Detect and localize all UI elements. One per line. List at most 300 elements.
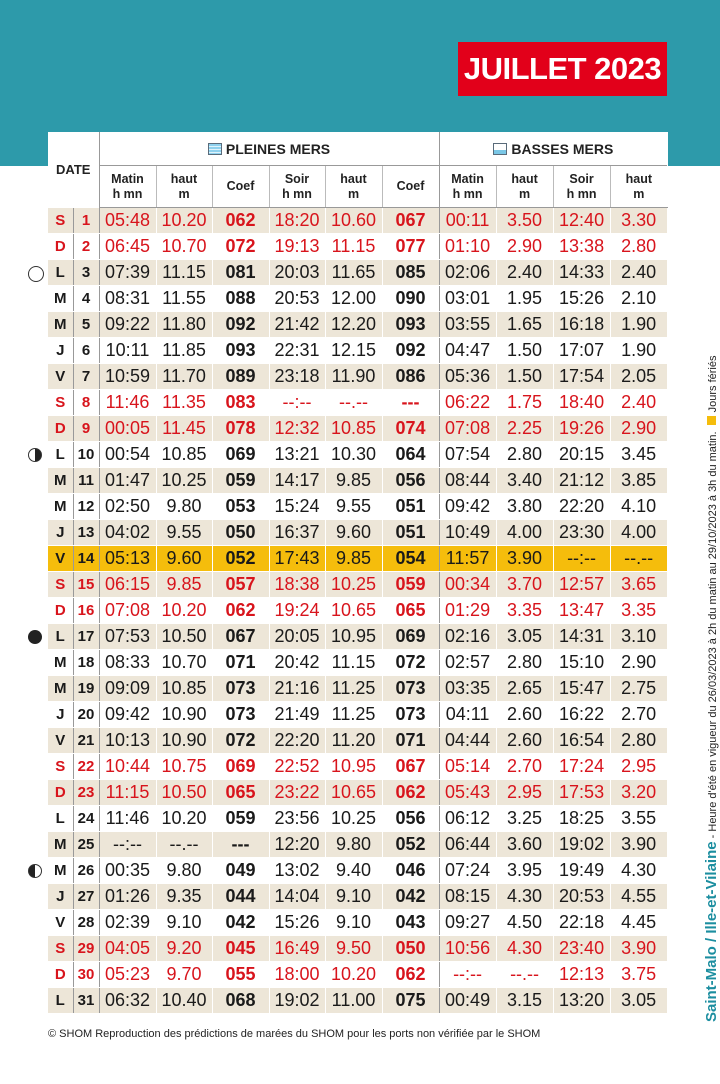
low-tide-morning-time: --:--	[439, 962, 496, 988]
day-row	[48, 442, 667, 468]
day-number: 15	[73, 572, 99, 598]
high-tide-morning-time: 05:48	[99, 208, 156, 234]
col-haut: haut m	[325, 166, 382, 208]
weekday: V	[48, 546, 73, 572]
high-tide-morning-coef: 081	[212, 260, 269, 286]
high-tide-evening-coef: 050	[382, 936, 439, 962]
high-tide-morning-height: 10.85	[156, 442, 212, 468]
low-tide-morning-height: 2.40	[496, 260, 553, 286]
weekday: S	[48, 936, 73, 962]
low-tide-morning-height: 2.60	[496, 702, 553, 728]
weekday: S	[48, 754, 73, 780]
low-tide-morning-time: 02:57	[439, 650, 496, 676]
weekday: J	[48, 520, 73, 546]
high-tide-evening-coef: 062	[382, 780, 439, 806]
low-tide-evening-height: 2.40	[610, 260, 667, 286]
low-tide-evening-height: 1.90	[610, 312, 667, 338]
high-tide-morning-coef: 093	[212, 338, 269, 364]
high-tide-evening-coef: 042	[382, 884, 439, 910]
day-row	[48, 338, 667, 364]
weekday: M	[48, 858, 73, 884]
day-number: 18	[73, 650, 99, 676]
high-tide-evening-height: 9.10	[325, 884, 382, 910]
high-tide-evening-time: 19:13	[269, 234, 325, 260]
high-tide-evening-time: --:--	[269, 390, 325, 416]
high-tide-evening-height: 12.20	[325, 312, 382, 338]
high-tide-morning-height: 9.60	[156, 546, 212, 572]
day-row	[48, 936, 667, 962]
high-tide-evening-coef: 086	[382, 364, 439, 390]
day-row	[48, 364, 667, 390]
low-tide-morning-time: 05:14	[439, 754, 496, 780]
high-tide-evening-coef: 067	[382, 208, 439, 234]
high-tide-morning-coef: 044	[212, 884, 269, 910]
low-tide-evening-time: 17:24	[553, 754, 610, 780]
high-tide-morning-height: 10.40	[156, 988, 212, 1014]
high-tide-morning-coef: ---	[212, 832, 269, 858]
holiday-legend-label: Jours fériés	[707, 355, 719, 413]
high-tide-morning-height: 9.10	[156, 910, 212, 936]
day-row	[48, 208, 667, 234]
low-tide-morning-height: 1.50	[496, 338, 553, 364]
low-tide-morning-height: 2.80	[496, 442, 553, 468]
high-tide-morning-height: 11.85	[156, 338, 212, 364]
low-tide-evening-time: 17:53	[553, 780, 610, 806]
high-tide-morning-coef: 052	[212, 546, 269, 572]
low-tide-evening-time: 18:40	[553, 390, 610, 416]
low-tide-morning-height: 2.80	[496, 650, 553, 676]
day-row	[48, 572, 667, 598]
high-tide-evening-time: 18:00	[269, 962, 325, 988]
low-tide-morning-time: 00:34	[439, 572, 496, 598]
high-tide-morning-coef: 065	[212, 780, 269, 806]
day-number: 5	[73, 312, 99, 338]
day-row	[48, 260, 667, 286]
high-tide-evening-height: 10.25	[325, 806, 382, 832]
high-tide-evening-height: 10.60	[325, 208, 382, 234]
low-tide-evening-height: --.--	[610, 546, 667, 572]
high-tide-morning-time: 05:13	[99, 546, 156, 572]
low-tide-morning-time: 09:27	[439, 910, 496, 936]
high-tide-morning-coef: 050	[212, 520, 269, 546]
day-row	[48, 494, 667, 520]
day-number: 14	[73, 546, 99, 572]
full-moon-icon	[28, 266, 44, 282]
col-soir: Soir h mn	[269, 166, 325, 208]
low-tide-evening-time: 18:25	[553, 806, 610, 832]
day-row	[48, 416, 667, 442]
high-tide-morning-time: 04:02	[99, 520, 156, 546]
day-row	[48, 650, 667, 676]
high-tide-morning-coef: 062	[212, 208, 269, 234]
high-tide-evening-coef: 051	[382, 494, 439, 520]
tide-table	[48, 132, 668, 1014]
high-tide-evening-coef: 043	[382, 910, 439, 936]
day-number: 21	[73, 728, 99, 754]
col-coef: Coef	[212, 166, 269, 208]
day-number: 25	[73, 832, 99, 858]
last-quarter-icon	[28, 448, 42, 462]
low-tide-evening-height: 3.75	[610, 962, 667, 988]
low-tide-morning-height: 4.30	[496, 936, 553, 962]
high-tide-morning-coef: 068	[212, 988, 269, 1014]
high-tide-morning-time: 11:46	[99, 390, 156, 416]
day-number: 2	[73, 234, 99, 260]
high-tide-evening-coef: 065	[382, 598, 439, 624]
day-row	[48, 598, 667, 624]
high-tide-morning-height: 9.70	[156, 962, 212, 988]
high-tide-morning-coef: 045	[212, 936, 269, 962]
high-tide-morning-coef: 088	[212, 286, 269, 312]
high-tide-morning-time: 08:33	[99, 650, 156, 676]
high-tide-evening-coef: 056	[382, 468, 439, 494]
weekday: M	[48, 468, 73, 494]
low-tide-evening-height: 4.30	[610, 858, 667, 884]
day-row	[48, 832, 667, 858]
day-row	[48, 884, 667, 910]
high-tide-evening-coef: 072	[382, 650, 439, 676]
day-row	[48, 702, 667, 728]
high-tide-evening-height: 9.55	[325, 494, 382, 520]
high-tide-morning-time: 09:22	[99, 312, 156, 338]
weekday: L	[48, 806, 73, 832]
low-tide-evening-height: 4.10	[610, 494, 667, 520]
low-tide-morning-height: 2.65	[496, 676, 553, 702]
day-row	[48, 234, 667, 260]
high-tide-morning-time: 01:26	[99, 884, 156, 910]
high-tide-evening-time: 21:42	[269, 312, 325, 338]
day-number: 8	[73, 390, 99, 416]
weekday: L	[48, 624, 73, 650]
low-tide-morning-time: 06:22	[439, 390, 496, 416]
place-name: Saint-Malo / Ille-et-Vilaine	[703, 841, 720, 1022]
low-tide-morning-height: 3.40	[496, 468, 553, 494]
high-tide-evening-time: 22:20	[269, 728, 325, 754]
high-tide-evening-time: 19:24	[269, 598, 325, 624]
day-number: 19	[73, 676, 99, 702]
low-tide-morning-height: 1.95	[496, 286, 553, 312]
low-tide-morning-time: 07:08	[439, 416, 496, 442]
high-tide-morning-time: 10:44	[99, 754, 156, 780]
low-tide-evening-time: 12:57	[553, 572, 610, 598]
high-tide-evening-height: --.--	[325, 390, 382, 416]
low-tide-morning-time: 11:57	[439, 546, 496, 572]
high-tide-evening-height: 11.25	[325, 702, 382, 728]
high-tide-morning-height: 9.20	[156, 936, 212, 962]
high-tide-morning-coef: 062	[212, 598, 269, 624]
high-tide-evening-coef: 054	[382, 546, 439, 572]
low-tide-evening-time: 15:10	[553, 650, 610, 676]
high-tide-evening-coef: 067	[382, 754, 439, 780]
high-tide-morning-coef: 059	[212, 806, 269, 832]
high-tide-evening-height: 11.90	[325, 364, 382, 390]
low-tide-evening-height: 2.95	[610, 754, 667, 780]
low-tide-morning-time: 04:44	[439, 728, 496, 754]
high-tide-evening-coef: 073	[382, 676, 439, 702]
low-tide-evening-time: 20:53	[553, 884, 610, 910]
high-tide-evening-height: 12.15	[325, 338, 382, 364]
day-number: 4	[73, 286, 99, 312]
low-tide-morning-height: 3.95	[496, 858, 553, 884]
low-tide-evening-height: 4.55	[610, 884, 667, 910]
high-tide-morning-height: 10.90	[156, 702, 212, 728]
weekday: S	[48, 572, 73, 598]
low-tide-morning-height: 3.80	[496, 494, 553, 520]
weekday: M	[48, 286, 73, 312]
high-tide-morning-coef: 055	[212, 962, 269, 988]
low-tide-morning-height: 2.60	[496, 728, 553, 754]
low-tide-morning-time: 01:10	[439, 234, 496, 260]
high-tide-evening-height: 10.25	[325, 572, 382, 598]
high-tide-morning-height: 9.80	[156, 494, 212, 520]
weekday: L	[48, 442, 73, 468]
high-tide-morning-height: 10.50	[156, 624, 212, 650]
low-tide-evening-height: 2.80	[610, 728, 667, 754]
low-tide-evening-height: 2.05	[610, 364, 667, 390]
weekday: M	[48, 650, 73, 676]
high-tide-evening-height: 9.50	[325, 936, 382, 962]
high-tide-morning-time: 11:46	[99, 806, 156, 832]
high-tide-morning-height: 9.85	[156, 572, 212, 598]
high-tide-evening-height: 11.25	[325, 676, 382, 702]
high-tide-morning-time: 05:23	[99, 962, 156, 988]
low-tide-morning-height: 2.95	[496, 780, 553, 806]
high-tide-morning-time: 07:53	[99, 624, 156, 650]
first-quarter-icon	[28, 864, 42, 878]
high-tide-evening-coef: 085	[382, 260, 439, 286]
day-number: 10	[73, 442, 99, 468]
low-tide-morning-time: 05:36	[439, 364, 496, 390]
low-tide-evening-height: 2.10	[610, 286, 667, 312]
low-tide-evening-time: 12:13	[553, 962, 610, 988]
low-tide-evening-time: 14:33	[553, 260, 610, 286]
high-tide-morning-height: 9.55	[156, 520, 212, 546]
low-tide-evening-time: 13:38	[553, 234, 610, 260]
high-tide-morning-coef: 073	[212, 702, 269, 728]
col-haut: haut m	[156, 166, 212, 208]
high-tide-morning-coef: 049	[212, 858, 269, 884]
high-tide-evening-coef: 052	[382, 832, 439, 858]
high-tide-evening-time: 21:49	[269, 702, 325, 728]
high-tide-evening-height: 11.65	[325, 260, 382, 286]
high-tide-evening-time: 23:22	[269, 780, 325, 806]
high-tide-morning-coef: 072	[212, 728, 269, 754]
weekday: D	[48, 962, 73, 988]
low-tide-evening-height: 2.80	[610, 234, 667, 260]
day-number: 6	[73, 338, 99, 364]
weekday: D	[48, 234, 73, 260]
high-tide-morning-coef: 067	[212, 624, 269, 650]
weekday: J	[48, 338, 73, 364]
high-tide-evening-height: 9.85	[325, 546, 382, 572]
low-tide-evening-time: 19:02	[553, 832, 610, 858]
day-number: 26	[73, 858, 99, 884]
high-tide-evening-height: 9.80	[325, 832, 382, 858]
day-number: 1	[73, 208, 99, 234]
high-tide-morning-height: 11.70	[156, 364, 212, 390]
high-tide-morning-height: 11.55	[156, 286, 212, 312]
day-number: 20	[73, 702, 99, 728]
pleines-mers-header: PLEINES MERS	[99, 132, 439, 166]
high-tide-morning-coef: 053	[212, 494, 269, 520]
high-tide-morning-height: 10.70	[156, 650, 212, 676]
low-tide-morning-height: 3.60	[496, 832, 553, 858]
high-tide-evening-time: 20:53	[269, 286, 325, 312]
high-tide-evening-height: 9.40	[325, 858, 382, 884]
high-tide-morning-height: 10.20	[156, 208, 212, 234]
day-number: 9	[73, 416, 99, 442]
high-tide-evening-coef: 064	[382, 442, 439, 468]
day-row	[48, 806, 667, 832]
high-tide-morning-height: 10.85	[156, 676, 212, 702]
high-tide-morning-coef: 069	[212, 754, 269, 780]
date-header: DATE	[48, 132, 99, 208]
low-tide-morning-height: 3.25	[496, 806, 553, 832]
high-tide-evening-time: 13:02	[269, 858, 325, 884]
low-tide-evening-time: 17:07	[553, 338, 610, 364]
low-tide-evening-time: --:--	[553, 546, 610, 572]
high-tide-evening-time: 20:42	[269, 650, 325, 676]
col-haut: haut m	[610, 166, 667, 208]
low-tide-evening-height: 1.90	[610, 338, 667, 364]
high-tide-evening-time: 15:26	[269, 910, 325, 936]
low-tide-evening-time: 16:22	[553, 702, 610, 728]
weekday: J	[48, 702, 73, 728]
low-tide-evening-time: 14:31	[553, 624, 610, 650]
new-moon-icon	[28, 630, 42, 644]
low-tide-morning-height: 3.50	[496, 208, 553, 234]
low-tide-evening-time: 22:18	[553, 910, 610, 936]
high-tide-morning-height: 11.15	[156, 260, 212, 286]
low-tide-evening-height: 4.00	[610, 520, 667, 546]
low-tide-evening-height: 3.30	[610, 208, 667, 234]
low-tide-morning-height: 2.90	[496, 234, 553, 260]
high-tide-evening-height: 11.15	[325, 650, 382, 676]
low-tide-evening-height: 3.90	[610, 832, 667, 858]
high-tide-evening-height: 10.95	[325, 624, 382, 650]
high-tide-morning-height: 9.80	[156, 858, 212, 884]
day-row	[48, 546, 667, 572]
low-tide-morning-height: 1.50	[496, 364, 553, 390]
low-tide-evening-height: 3.85	[610, 468, 667, 494]
low-tide-icon	[493, 143, 507, 155]
high-tide-evening-time: 18:38	[269, 572, 325, 598]
low-tide-morning-time: 08:44	[439, 468, 496, 494]
low-tide-morning-time: 03:35	[439, 676, 496, 702]
tide-rows	[48, 208, 667, 1014]
high-tide-evening-time: 12:32	[269, 416, 325, 442]
high-tide-evening-time: 16:37	[269, 520, 325, 546]
day-row	[48, 780, 667, 806]
high-tide-morning-height: 10.20	[156, 806, 212, 832]
low-tide-evening-time: 23:40	[553, 936, 610, 962]
low-tide-morning-time: 03:01	[439, 286, 496, 312]
low-tide-evening-time: 16:54	[553, 728, 610, 754]
month-title: JUILLET 2023	[458, 42, 667, 96]
low-tide-evening-time: 16:18	[553, 312, 610, 338]
low-tide-morning-time: 00:11	[439, 208, 496, 234]
weekday: D	[48, 416, 73, 442]
day-row	[48, 754, 667, 780]
high-tide-morning-time: 01:47	[99, 468, 156, 494]
low-tide-morning-height: 4.50	[496, 910, 553, 936]
low-tide-morning-time: 03:55	[439, 312, 496, 338]
low-tide-evening-time: 19:49	[553, 858, 610, 884]
high-tide-morning-height: 11.35	[156, 390, 212, 416]
low-tide-morning-time: 02:16	[439, 624, 496, 650]
day-row	[48, 312, 667, 338]
day-number: 28	[73, 910, 99, 936]
low-tide-evening-height: 3.65	[610, 572, 667, 598]
high-tide-evening-height: 10.30	[325, 442, 382, 468]
low-tide-morning-time: 01:29	[439, 598, 496, 624]
dst-note: - Heure d'été en vigueur du 26/03/2023 à 2h du matin au 29/10/2023 à 3h du matin.	[707, 431, 719, 842]
high-tide-evening-time: 20:05	[269, 624, 325, 650]
low-tide-morning-time: 00:49	[439, 988, 496, 1014]
basses-mers-header: BASSES MERS	[439, 132, 667, 166]
high-tide-icon	[208, 143, 222, 155]
high-tide-evening-height: 9.85	[325, 468, 382, 494]
low-tide-morning-time: 10:56	[439, 936, 496, 962]
low-tide-morning-height: 3.70	[496, 572, 553, 598]
weekday: L	[48, 988, 73, 1014]
low-tide-morning-time: 07:24	[439, 858, 496, 884]
high-tide-morning-time: 08:31	[99, 286, 156, 312]
high-tide-morning-time: 10:11	[99, 338, 156, 364]
weekday: M	[48, 312, 73, 338]
high-tide-morning-time: 09:42	[99, 702, 156, 728]
high-tide-morning-time: 00:54	[99, 442, 156, 468]
holiday-legend-swatch	[707, 416, 716, 425]
col-soir: Soir h mn	[553, 166, 610, 208]
high-tide-morning-height: 10.70	[156, 234, 212, 260]
low-tide-morning-time: 02:06	[439, 260, 496, 286]
high-tide-morning-coef: 078	[212, 416, 269, 442]
high-tide-evening-time: 23:56	[269, 806, 325, 832]
low-tide-evening-time: 13:20	[553, 988, 610, 1014]
high-tide-evening-coef: 092	[382, 338, 439, 364]
day-row	[48, 286, 667, 312]
high-tide-evening-coef: 046	[382, 858, 439, 884]
high-tide-morning-time: 10:13	[99, 728, 156, 754]
weekday: M	[48, 832, 73, 858]
high-tide-evening-coef: 073	[382, 702, 439, 728]
high-tide-evening-height: 10.65	[325, 598, 382, 624]
weekday: D	[48, 780, 73, 806]
low-tide-evening-time: 23:30	[553, 520, 610, 546]
low-tide-evening-height: 2.75	[610, 676, 667, 702]
high-tide-evening-height: 9.60	[325, 520, 382, 546]
high-tide-evening-time: 22:31	[269, 338, 325, 364]
low-tide-evening-height: 2.90	[610, 416, 667, 442]
low-tide-morning-height: 1.75	[496, 390, 553, 416]
high-tide-evening-time: 16:49	[269, 936, 325, 962]
high-tide-morning-coef: 071	[212, 650, 269, 676]
high-tide-morning-coef: 042	[212, 910, 269, 936]
high-tide-morning-time: 06:15	[99, 572, 156, 598]
high-tide-evening-coef: 062	[382, 962, 439, 988]
high-tide-morning-coef: 057	[212, 572, 269, 598]
low-tide-morning-time: 04:11	[439, 702, 496, 728]
high-tide-morning-time: 00:35	[99, 858, 156, 884]
low-tide-evening-height: 2.90	[610, 650, 667, 676]
high-tide-morning-height: 10.90	[156, 728, 212, 754]
day-number: 16	[73, 598, 99, 624]
high-tide-evening-height: 10.20	[325, 962, 382, 988]
high-tide-morning-time: 06:32	[99, 988, 156, 1014]
low-tide-morning-height: --.--	[496, 962, 553, 988]
weekday: D	[48, 598, 73, 624]
